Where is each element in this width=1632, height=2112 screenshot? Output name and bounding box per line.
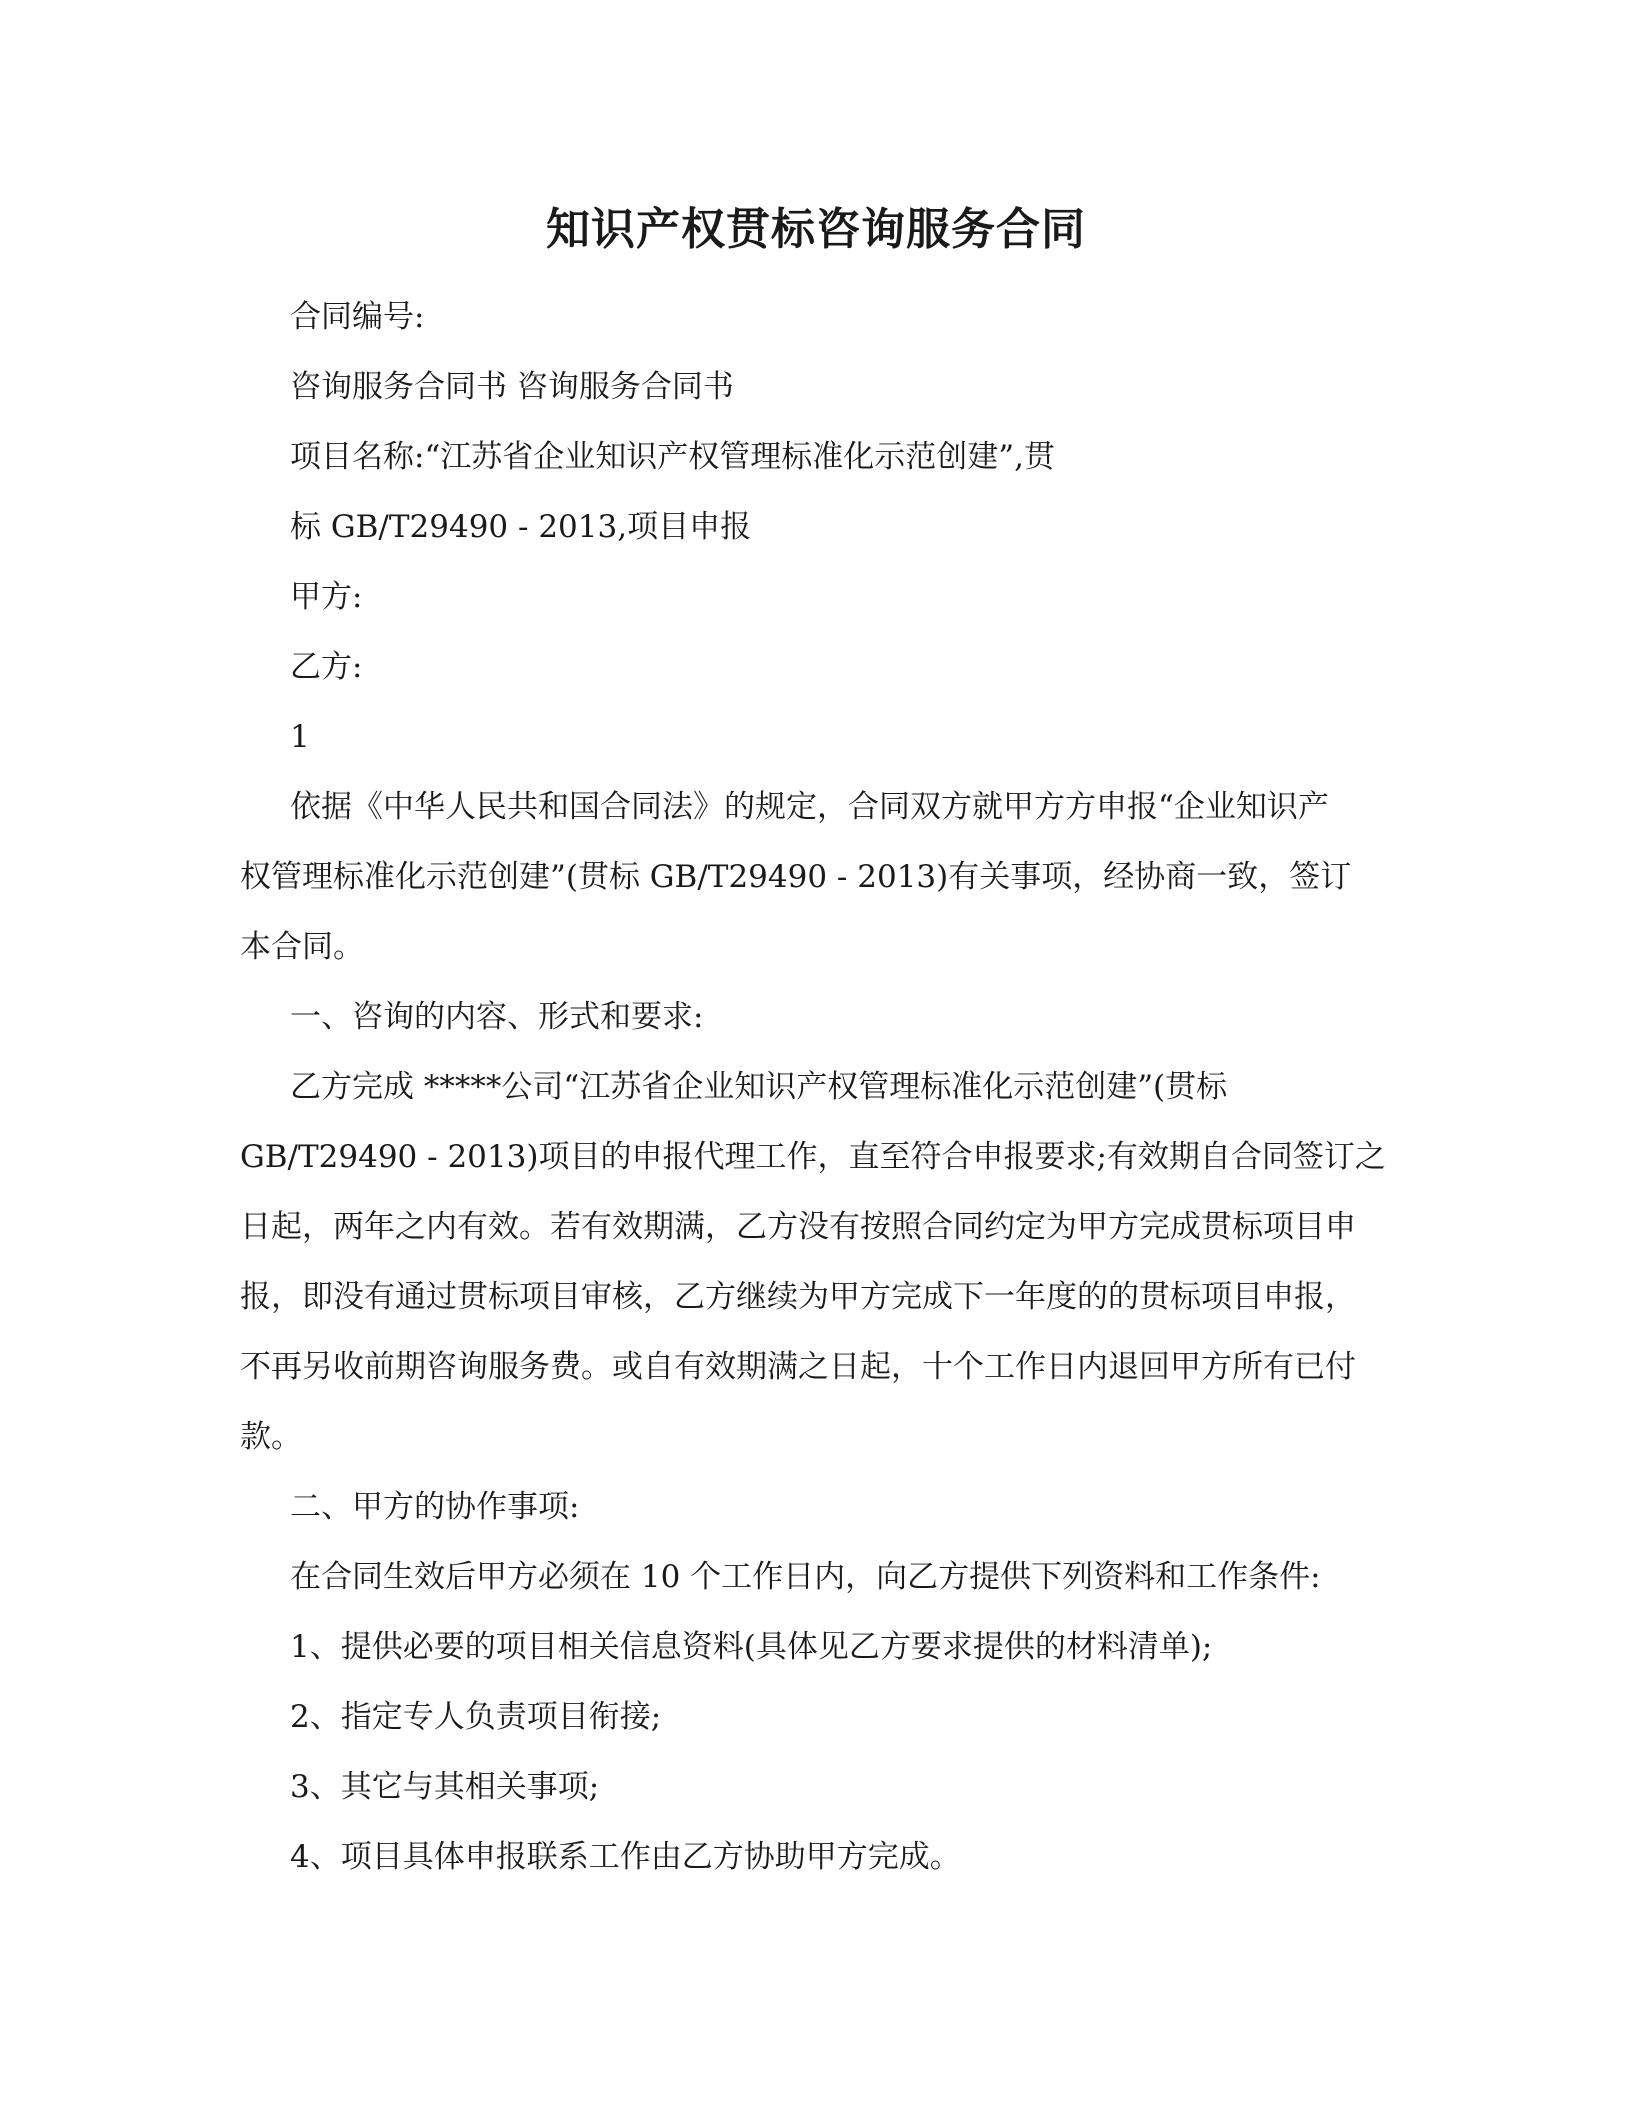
document-line: 依据《中华人民共和国合同法》的规定，合同双方就甲方方申报“企业知识产 — [290, 789, 1329, 825]
document-line: 甲方: — [290, 579, 363, 615]
document-body — [240, 282, 1386, 1892]
document-line: 标 GB/T29490 - 2013,项目申报 — [290, 509, 752, 545]
document-line: 不再另收前期咨询服务费。或自有效期满之日起，十个工作日内退回甲方所有已付 — [240, 1349, 1356, 1385]
document-line: 乙方完成 *****公司“江苏省企业知识产权管理标准化示范创建”(贯标 — [290, 1069, 1228, 1105]
document-line: 一、咨询的内容、形式和要求: — [290, 999, 704, 1035]
document-line: 4、项目具体申报联系工作由乙方协助甲方完成。 — [290, 1839, 961, 1875]
document-line: 1、提供必要的项目相关信息资料(具体见乙方要求提供的材料清单); — [290, 1629, 1213, 1665]
document-line: 权管理标准化示范创建”(贯标 GB/T29490 - 2013)有关事项，经协商一致，签订 — [240, 859, 1352, 895]
document-line: GB/T29490 - 2013)项目的申报代理工作，直至符合申报要求;有效期自合同签订之 — [240, 1139, 1386, 1175]
document-line: 报，即没有通过贯标项目审核，乙方继续为甲方完成下一年度的的贯标项目申报， — [240, 1279, 1356, 1315]
document-title: 知识产权贯标咨询服务合同 — [546, 204, 1086, 255]
document-line: 乙方: — [290, 649, 363, 685]
document-line: 二、甲方的协作事项: — [290, 1489, 580, 1525]
document-line: 1 — [290, 719, 310, 755]
document-line: 款。 — [240, 1419, 302, 1455]
document-line: 3、其它与其相关事项; — [290, 1769, 600, 1805]
document-line: 在合同生效后甲方必须在 10 个工作日内，向乙方提供下列资料和工作条件: — [290, 1559, 1321, 1595]
document-line: 项目名称:“江苏省企业知识产权管理标准化示范创建”,贯 — [290, 439, 1055, 475]
document-line: 日起，两年之内有效。若有效期满，乙方没有按照合同约定为甲方完成贯标项目申 — [240, 1209, 1356, 1245]
document-line: 2、指定专人负责项目衔接; — [290, 1699, 662, 1735]
document-line: 本合同。 — [240, 929, 364, 965]
document-line: 合同编号: — [290, 299, 425, 335]
document-line: 咨询服务合同书 咨询服务合同书 — [290, 369, 734, 405]
